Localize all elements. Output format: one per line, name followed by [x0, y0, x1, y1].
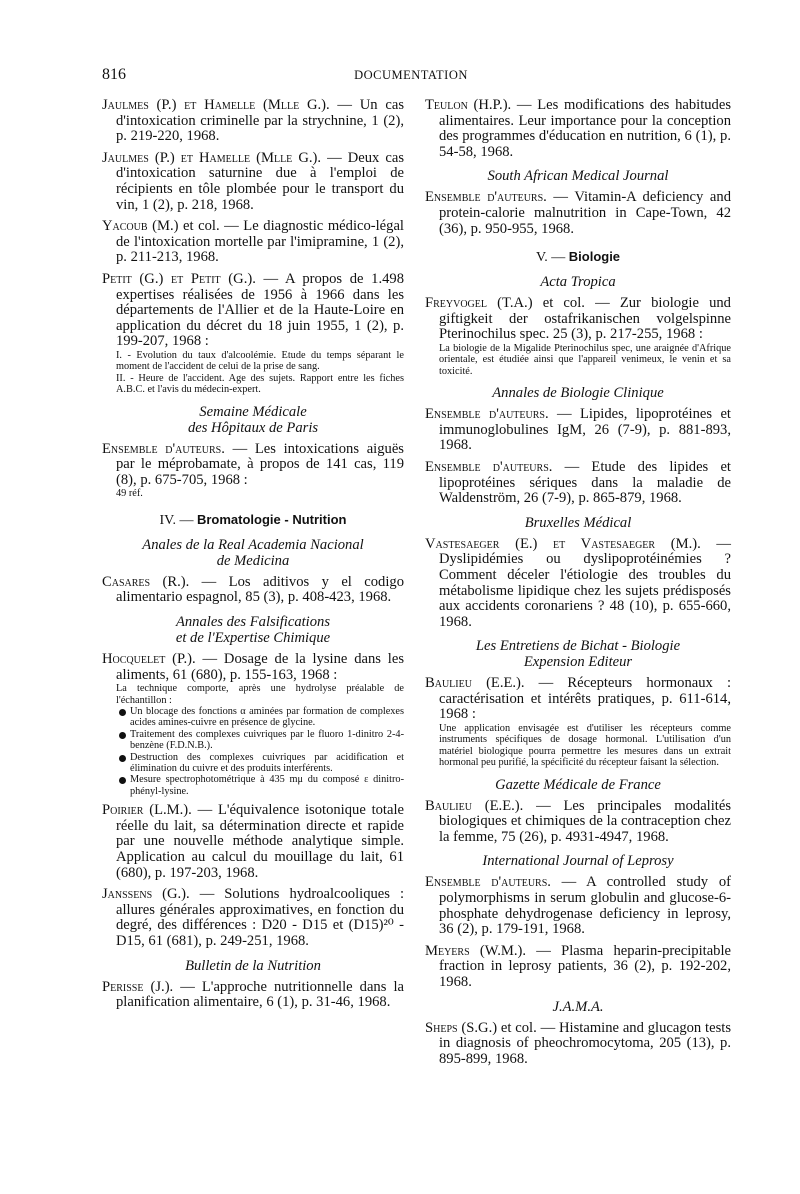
bibliography-entry [102, 575, 404, 606]
entry-author: Janssens (G.). [102, 886, 190, 903]
journal-title: Bruxelles Médical [524, 514, 632, 531]
bibliography-entry [102, 442, 404, 489]
bibliography-entry [425, 98, 731, 160]
journal-title: Bulletin de la Nutrition [185, 957, 321, 974]
entry-author: Casares (R.). [102, 573, 190, 590]
journal-title: J.A.M.A. [552, 998, 604, 1015]
bibliography-entry [425, 875, 731, 937]
bibliography-entry [102, 272, 404, 350]
entry-text: — Lipides, lipoprotéines et immunoglobulines IgM, 26 (7-9), p. 881-893, 1968. [439, 406, 731, 454]
left-column [102, 98, 404, 1017]
entry-text: — Dyslipidémies ou dyslipoprotéinémies ? Comment déceler l'étiologie des troubles du métabolisme lipidique chez les sujets prédisposés aux accidents coronariens ? 48 (10), p. 655-660, 1968. [439, 535, 731, 630]
bibliography-entry [425, 676, 731, 723]
bullet-item: Mesure spectrophotométrique à 435 mμ du composé ε dinitro-phényl-lysine. [116, 774, 404, 797]
entry-text: — Les modifications des habitudes alimentaires. Leur importance pour la conception des programmes d'éducation en nutrition, 6 (1), p. 54-58, 1968. [439, 97, 731, 160]
entry-text: — A propos de 1.498 expertises réalisées de 1956 à 1966 dans les départements de l'Allier et de la Haute-Loire en application du décret du 18 juin 1955, 1 (2), p. 199-207, 1968 : [116, 270, 404, 350]
bibliography-entry [102, 803, 404, 881]
page-header [102, 66, 720, 86]
entry-author: Poirier (L.M.). [102, 802, 192, 819]
abstract-line: 49 réf. [116, 488, 143, 500]
entry-text: — L'approche nutritionnelle dans la planification alimentaire, 6 (1), p. 31-46, 1968. [116, 978, 404, 1011]
abstract-line: II. - Heure de l'accident. Age des sujets. Rapport entre les fiches A.B.C. et l'avis du médecin-expert. [116, 372, 404, 396]
entry-text: — Dosage de la lysine dans les aliments, 61 (680), p. 155-163, 1968 : [116, 650, 404, 683]
bibliography-entry [102, 98, 404, 145]
entry-author: Sheps (S.G.) [425, 1019, 498, 1036]
journal-title: Semaine Médicale des Hôpitaux de Paris [187, 403, 319, 436]
entry-text: — Récepteurs hormonaux : caractérisation et intérêts pratiques, p. 611-614, 1968 : [439, 675, 731, 723]
entry-text: — Plasma heparin-precipitable fraction in leprosy patients, 36 (2), p. 192-202, 1968. [439, 942, 731, 991]
entry-author: Petit (G.) et Petit (G.). [102, 270, 256, 287]
section-number: IV. [159, 512, 176, 528]
entry-text: — A controlled study of polymorphisms in serum globulin and glucose-6-phosphate dehydrogenase deficiency in leprosy, 36 (2), p. 179-191, 1968. [439, 874, 731, 938]
bibliography-entry [425, 407, 731, 454]
entry-text: et col. — Histamine and glucagon tests in diagnosis of pheochromocytoma, 205 (13), p. 895-899, 1968. [439, 1019, 732, 1067]
bibliography-entry [425, 190, 731, 237]
entry-author: Freyvogel (T.A.) [425, 295, 533, 312]
entry-abstract [116, 683, 404, 797]
bibliography-entry [425, 1021, 731, 1068]
entry-text: et col. — Le diagnostic médico-légal de l'intoxication mortelle par l'imipramine, 1 (2), p. 211-213, 1968. [116, 218, 404, 266]
entry-abstract [439, 343, 731, 377]
section-heading: V. — Biologie [535, 249, 621, 266]
journal-title: Annales des Falsifications et de l'Expertise Chimique [175, 613, 331, 646]
page-number: 816 [102, 66, 126, 83]
entry-text: — Los aditivos y el codigo alimentario espagnol, 85 (3), p. 408-423, 1968. [116, 573, 404, 606]
bibliography-entry [425, 799, 731, 846]
bibliography-entry [425, 296, 731, 343]
journal-title: International Journal of Leprosy [482, 853, 674, 870]
abstract-line: Une application envisagée est d'utiliser les récepteurs comme instruments spécifiques de dosage hormonal. L'utilisation d'un matériel biologique pourra permettre les mesures dans un extrait hormonal peu purifié, la spécificité du récepteur faisant la sélection. [439, 723, 731, 769]
bibliography-entry [102, 652, 404, 683]
entry-author: Baulieu (E.E.). [425, 675, 525, 692]
entry-author: Ensemble d'auteurs. [425, 189, 547, 206]
entry-author: Yacoub (M.) [102, 218, 179, 235]
journal-title: Anales de la Real Academia Nacional de Medicina [142, 536, 364, 569]
bullet-item: Un blocage des fonctions α aminées par formation de complexes acides amines-cuivre en présence de glycine. [116, 706, 404, 729]
entry-text: — Vitamin-A deficiency and protein-calorie malnutrition in Cape-Town, 42 (36), p. 950-955, 1968. [439, 189, 731, 237]
abstract-line: I. - Evolution du taux d'alcoolémie. Etude du temps séparant le moment de l'accident de celui de la prise de sang. [116, 349, 404, 373]
entry-abstract [116, 350, 404, 396]
bibliography-entry [102, 887, 404, 949]
entry-abstract [116, 488, 404, 499]
entry-text: — Etude des lipides et lipoprotéines sériques dans la maladie de Waldenström, 26 (7-9), p. 865-879, 1968. [439, 458, 731, 507]
entry-text: — L'équivalence isotonique totale réelle du lait, sa détermination directe et rapide par une nouvelle méthode analytique simple. Application au calcul du mouillage du lait, 61 (680), p. 197-203, 1968. [116, 802, 404, 881]
bibliography-entry [425, 537, 731, 631]
bibliography-entry [425, 460, 731, 507]
entry-author: Ensemble d'auteurs. [425, 874, 551, 891]
journal-title: Les Entretiens de Bichat - Biologie Expension Editeur [475, 638, 681, 671]
entry-author: Meyers (W.M.). [425, 942, 526, 959]
section-number: V. [535, 250, 548, 266]
right-column [425, 98, 731, 1073]
entry-author: Vastesaeger (E.) et Vastesaeger (M.). [425, 535, 701, 552]
bullet-item: Destruction des complexes cuivriques par acidification et élimination du cuivre et des produits interférents. [116, 752, 404, 775]
entry-author: Ensemble d'auteurs. [425, 458, 553, 475]
entry-author: Teulon (H.P.). [425, 97, 512, 113]
bibliography-entry [102, 219, 404, 266]
entry-text: — Solutions hydroalcooliques : allures générales approximatives, en fonction du degré, des différences : D20 - D15 et (D15)²⁰ - D15, 61 (681), p. 249-251, 1968. [116, 886, 405, 949]
bibliography-entry [102, 151, 404, 213]
bibliography-entry [425, 944, 731, 991]
entry-author: Jaulmes (P.) et Hamelle (Mlle G.). [102, 97, 330, 113]
abstract-line: La biologie de la Migalide Pterinochilus spec, une araignée d'Afrique orientale, est étudiée ainsi que l'appareil venimeux, le venin et sa toxicité. [439, 342, 731, 377]
entry-author: Baulieu (E.E.). [425, 797, 524, 814]
entry-author: Perisse (J.). [102, 978, 174, 995]
entry-text: — Un cas d'intoxication criminelle par la strychnine, 1 (2), p. 219-220, 1968. [116, 97, 404, 145]
entry-text: — Les intoxications aiguës par le méprobamate, à propos de 141 cas, 119 (8), p. 675-705, 1968 : [116, 440, 404, 488]
entry-text: et col. — Zur biologie und giftigkeit der ostafrikanischen volgelspinne Pterinochilus spec. 25 (3), p. 217-255, 1968 : [439, 295, 731, 343]
entry-author: Ensemble d'auteurs. [102, 440, 225, 457]
entry-text: — Les principales modalités biologiques et chimiques de la contraception chez la femme, 75 (26), p. 4931-4947, 1968. [439, 797, 731, 845]
journal-title: Acta Tropica [540, 274, 616, 291]
abstract-line: La technique comporte, après une hydrolyse préalable de l'échantillon : [116, 683, 404, 706]
journal-title: Annales de Biologie Clinique [492, 385, 664, 402]
journal-title: South African Medical Journal [487, 168, 669, 185]
section-title: Biologie [568, 249, 621, 265]
entry-author: Jaulmes (P.) et Hamelle (Mlle G.). [102, 149, 322, 166]
journal-title: Gazette Médicale de France [495, 776, 661, 793]
entry-author: Ensemble d'auteurs. [425, 406, 549, 423]
entry-author: Hocquelet (P.). [102, 650, 196, 667]
bibliography-entry [102, 980, 404, 1011]
section-heading: IV. — Bromatologie - Nutrition [159, 511, 347, 528]
running-title: DOCUMENTATION [354, 68, 468, 82]
bullet-item: Traitement des complexes cuivriques par le fluoro 1-dinitro 2-4-benzène (F.D.N.B.). [116, 729, 404, 752]
section-title: Bromatologie - Nutrition [196, 511, 347, 527]
entry-abstract [439, 723, 731, 769]
entry-text: — Deux cas d'intoxication saturnine due à l'emploi de récipients en tôle plombée pour le transport du vin, 1 (2), p. 218, 1968. [116, 149, 404, 213]
